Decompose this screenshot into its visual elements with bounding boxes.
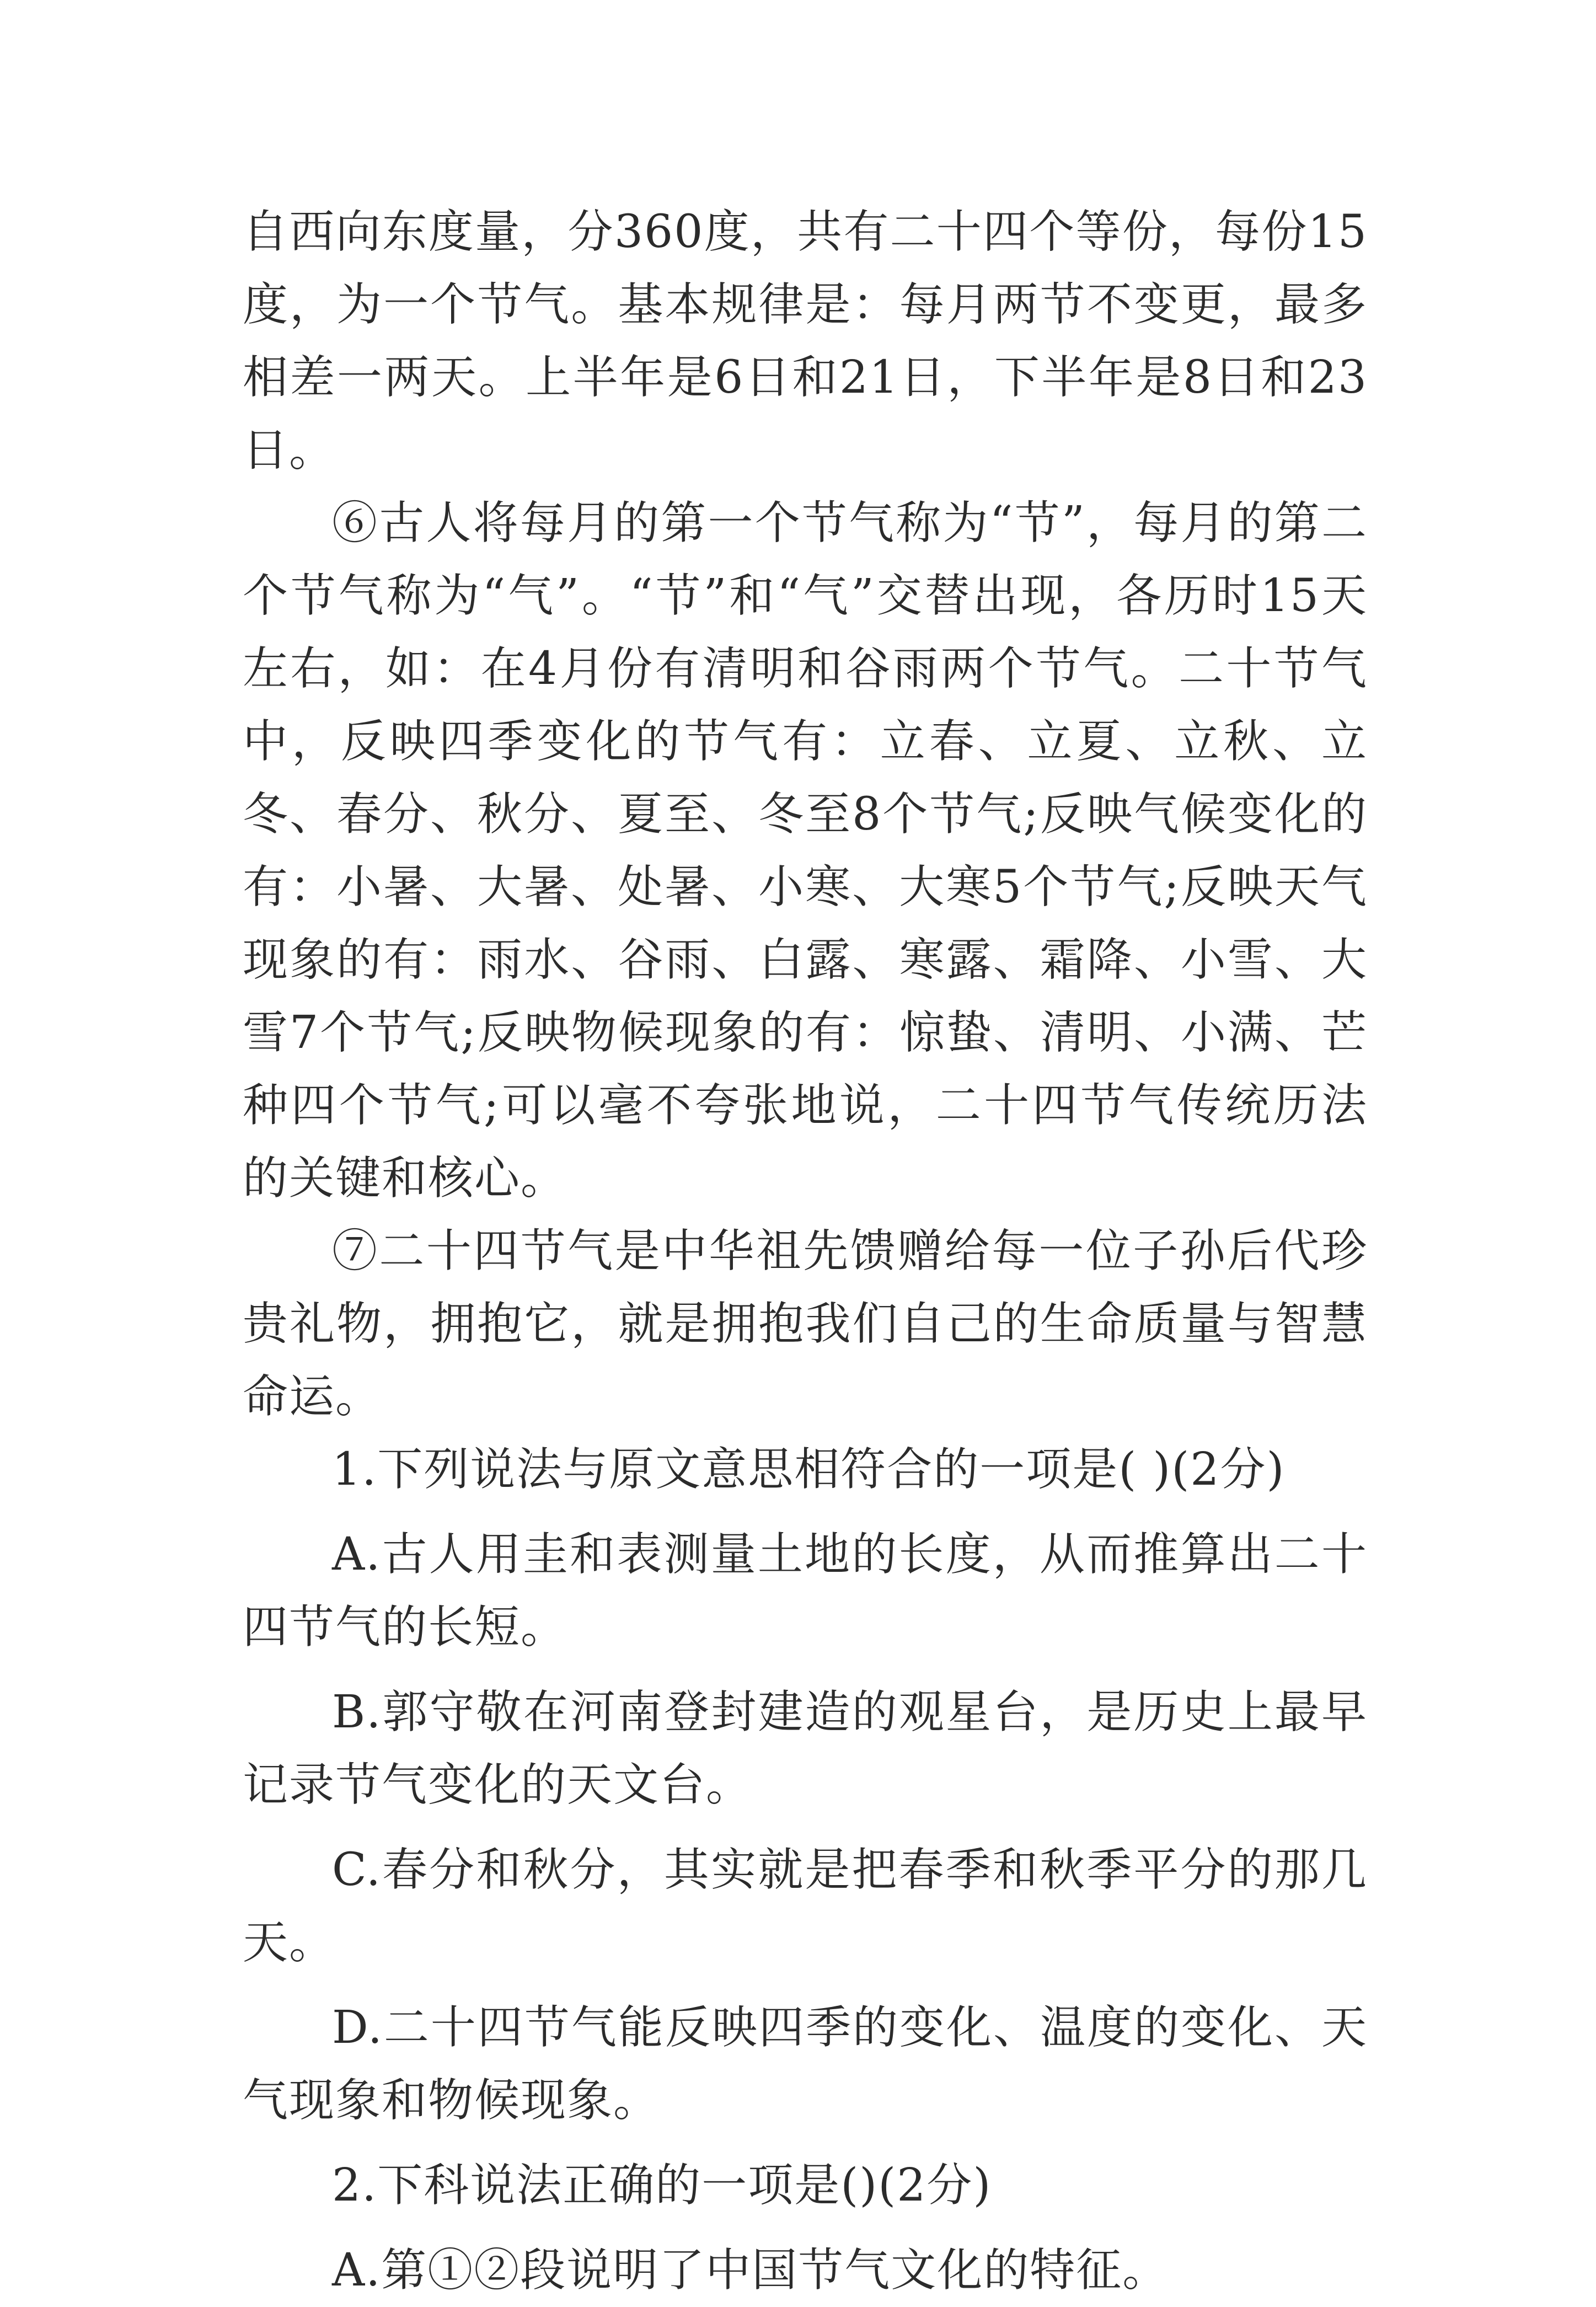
question-2-stem: 2.下科说法正确的一项是()(2分) [332,2159,992,2212]
paragraph-intro: 自西向东度量，分360度，共有二十四个等份，每份15度，为一个节气。基本规律是：每月两节不变更，最多相差一两天。上半年是6日和21日，下半年是8日和23日。 [243,206,1368,477]
question-1-option-b: B.郭守敬在河南登封建造的观星台，是历史上最早记录节气变化的天文台。 [243,1686,1368,1811]
article-body [243,196,1368,2307]
question-2-option-a: A.第①②段说明了中国节气文化的特征。 [332,2244,1169,2297]
question-1-option-c: C.春分和秋分，其实就是把春季和秋季平分的那几天。 [243,1844,1368,1969]
question-1-stem: 1.下列说法与原文意思相符合的一项是( )(2分) [332,1443,1286,1496]
question-1-option-d: D.二十四节气能反映四季的变化、温度的变化、天气现象和物候现象。 [243,2001,1368,2127]
paragraph-7: ⑦二十四节气是中华祖先馈赠给每一位子孙后代珍贵礼物，拥抱它，就是拥抱我们自己的生命质量与智慧命运。 [243,1225,1368,1423]
paragraph-6: ⑥古人将每月的第一个节气称为“节”，每月的第二个节气称为“气”。“节”和“气”交替出现，各历时15天左右，如：在4月份有清明和谷雨两个节气。二十节气中，反映四季变化的节气有：立春、立夏、立秋、立冬、春分、秋分、夏至、冬至8个节气;反映气候变化的有：小暑、大暑、处暑、小寒、大寒5个节气;反映天气现象的有：雨水、谷雨、白露、寒露、霜降、小雪、大雪7个节气;反映物候现象的有：惊蛰、清明、小满、芒种四个节气;可以毫不夸张地说，二十四节气传统历法的关键和核心。 [243,497,1368,1205]
question-1-option-a: A.古人用圭和表测量土地的长度，从而推算出二十四节气的长短。 [243,1528,1368,1653]
